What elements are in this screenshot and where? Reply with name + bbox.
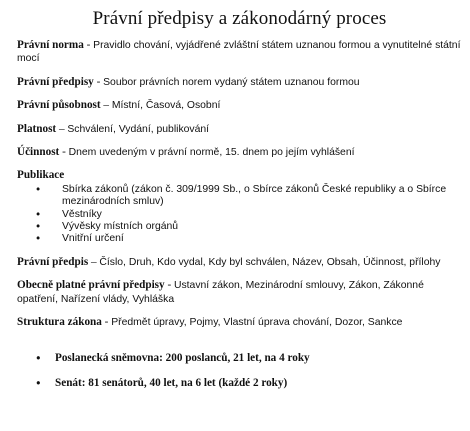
entry-ucinnost — [17, 146, 462, 159]
entry-definition: Pravidlo chování, vyjádřené zvláštní státem uznanou formou a vynutitelné státní mocí — [17, 40, 461, 65]
entry-pravni-predpisy — [17, 76, 462, 89]
entry-term: Právní předpis — [17, 255, 89, 268]
fact-text: Senát: 81 senátorů, 40 let, na 6 let (každé 2 roky) — [55, 376, 288, 389]
document-page — [17, 0, 462, 402]
entry-separator: - — [83, 39, 94, 51]
fact-text: Poslanecká sněmovna: 200 poslanců, 21 let, na 4 roky — [55, 351, 310, 364]
list-item-text: Vnitřní určení — [62, 233, 124, 245]
entry-definition: Soubor právních norem vydaný státem uznanou formou — [103, 76, 360, 88]
entry-separator: - — [59, 146, 69, 159]
bullet-icon: • — [35, 221, 42, 234]
bullet-icon: • — [35, 376, 42, 390]
entry-definition: Číslo, Druh, Kdo vydal, Kdy byl schválen, Název, Obsah, Účinnost, přílohy — [99, 256, 441, 268]
entry-definition: Předmět úpravy, Pojmy, Vlastní úprava chování, Dozor, Sankce — [111, 317, 403, 329]
entry-separator: - — [93, 75, 104, 88]
entry-definition: Dnem uvedeným v právní normě, 15. dnem po jejím vyhlášení — [68, 147, 355, 159]
list-item — [17, 184, 462, 209]
list-item-text: Vývěsky místních orgánů — [62, 221, 179, 233]
fact-item — [17, 352, 462, 364]
bullet-icon: • — [35, 233, 42, 246]
bullet-icon: • — [35, 351, 42, 365]
entry-separator: – — [88, 255, 100, 268]
entry-term: Účinnost — [17, 146, 60, 159]
entry-separator: - — [101, 316, 112, 329]
entry-pravni-norma — [17, 39, 462, 66]
publikace-list — [17, 184, 462, 246]
list-item — [17, 221, 462, 233]
list-item — [17, 233, 462, 245]
entry-definition: Schválení, Vydání, publikování — [67, 123, 210, 135]
entry-definition: Místní, Časová, Osobní — [111, 100, 221, 112]
entry-struktura-zakona — [17, 316, 462, 329]
entry-term: Platnost — [17, 122, 57, 135]
list-item-text: Věstníky — [62, 208, 102, 220]
entry-term: Právní působnost — [17, 99, 101, 112]
entry-term: Publikace — [17, 169, 65, 182]
fact-item — [17, 377, 462, 389]
entry-platnost — [17, 123, 462, 136]
entry-term: Obecně platné právní předpisy — [17, 279, 165, 292]
entry-separator: – — [100, 99, 112, 112]
entry-obecne-platne-pravni-predpisy — [17, 279, 462, 306]
bullet-icon: • — [35, 208, 42, 221]
page-title: Právní předpisy a zákonodárný proces — [92, 8, 387, 29]
list-item-text-continued: mezinárodních smluv) — [62, 196, 164, 208]
entry-separator: - — [164, 279, 174, 292]
list-item-text: Sbírka zákonů (zákon č. 309/1999 Sb., o Sbírce zákonů České republiky a o Sbírce — [62, 183, 447, 195]
entry-term: Právní předpisy — [17, 75, 94, 88]
list-item — [17, 209, 462, 221]
entry-pravni-pusobnost — [17, 99, 462, 112]
bullet-icon: • — [35, 183, 42, 196]
entry-separator: – — [56, 122, 68, 135]
entry-pravni-predpis — [17, 256, 462, 269]
entry-definition: Ustavní zákon, Mezinárodní smlouvy, Zákon, Zákonné opatření, Nařízení vlády, Vyhláška — [17, 280, 424, 305]
facts-list — [17, 352, 462, 389]
entry-term: Právní norma — [17, 39, 84, 51]
entry-term: Struktura zákona — [17, 316, 102, 329]
entry-publikace — [17, 169, 462, 245]
